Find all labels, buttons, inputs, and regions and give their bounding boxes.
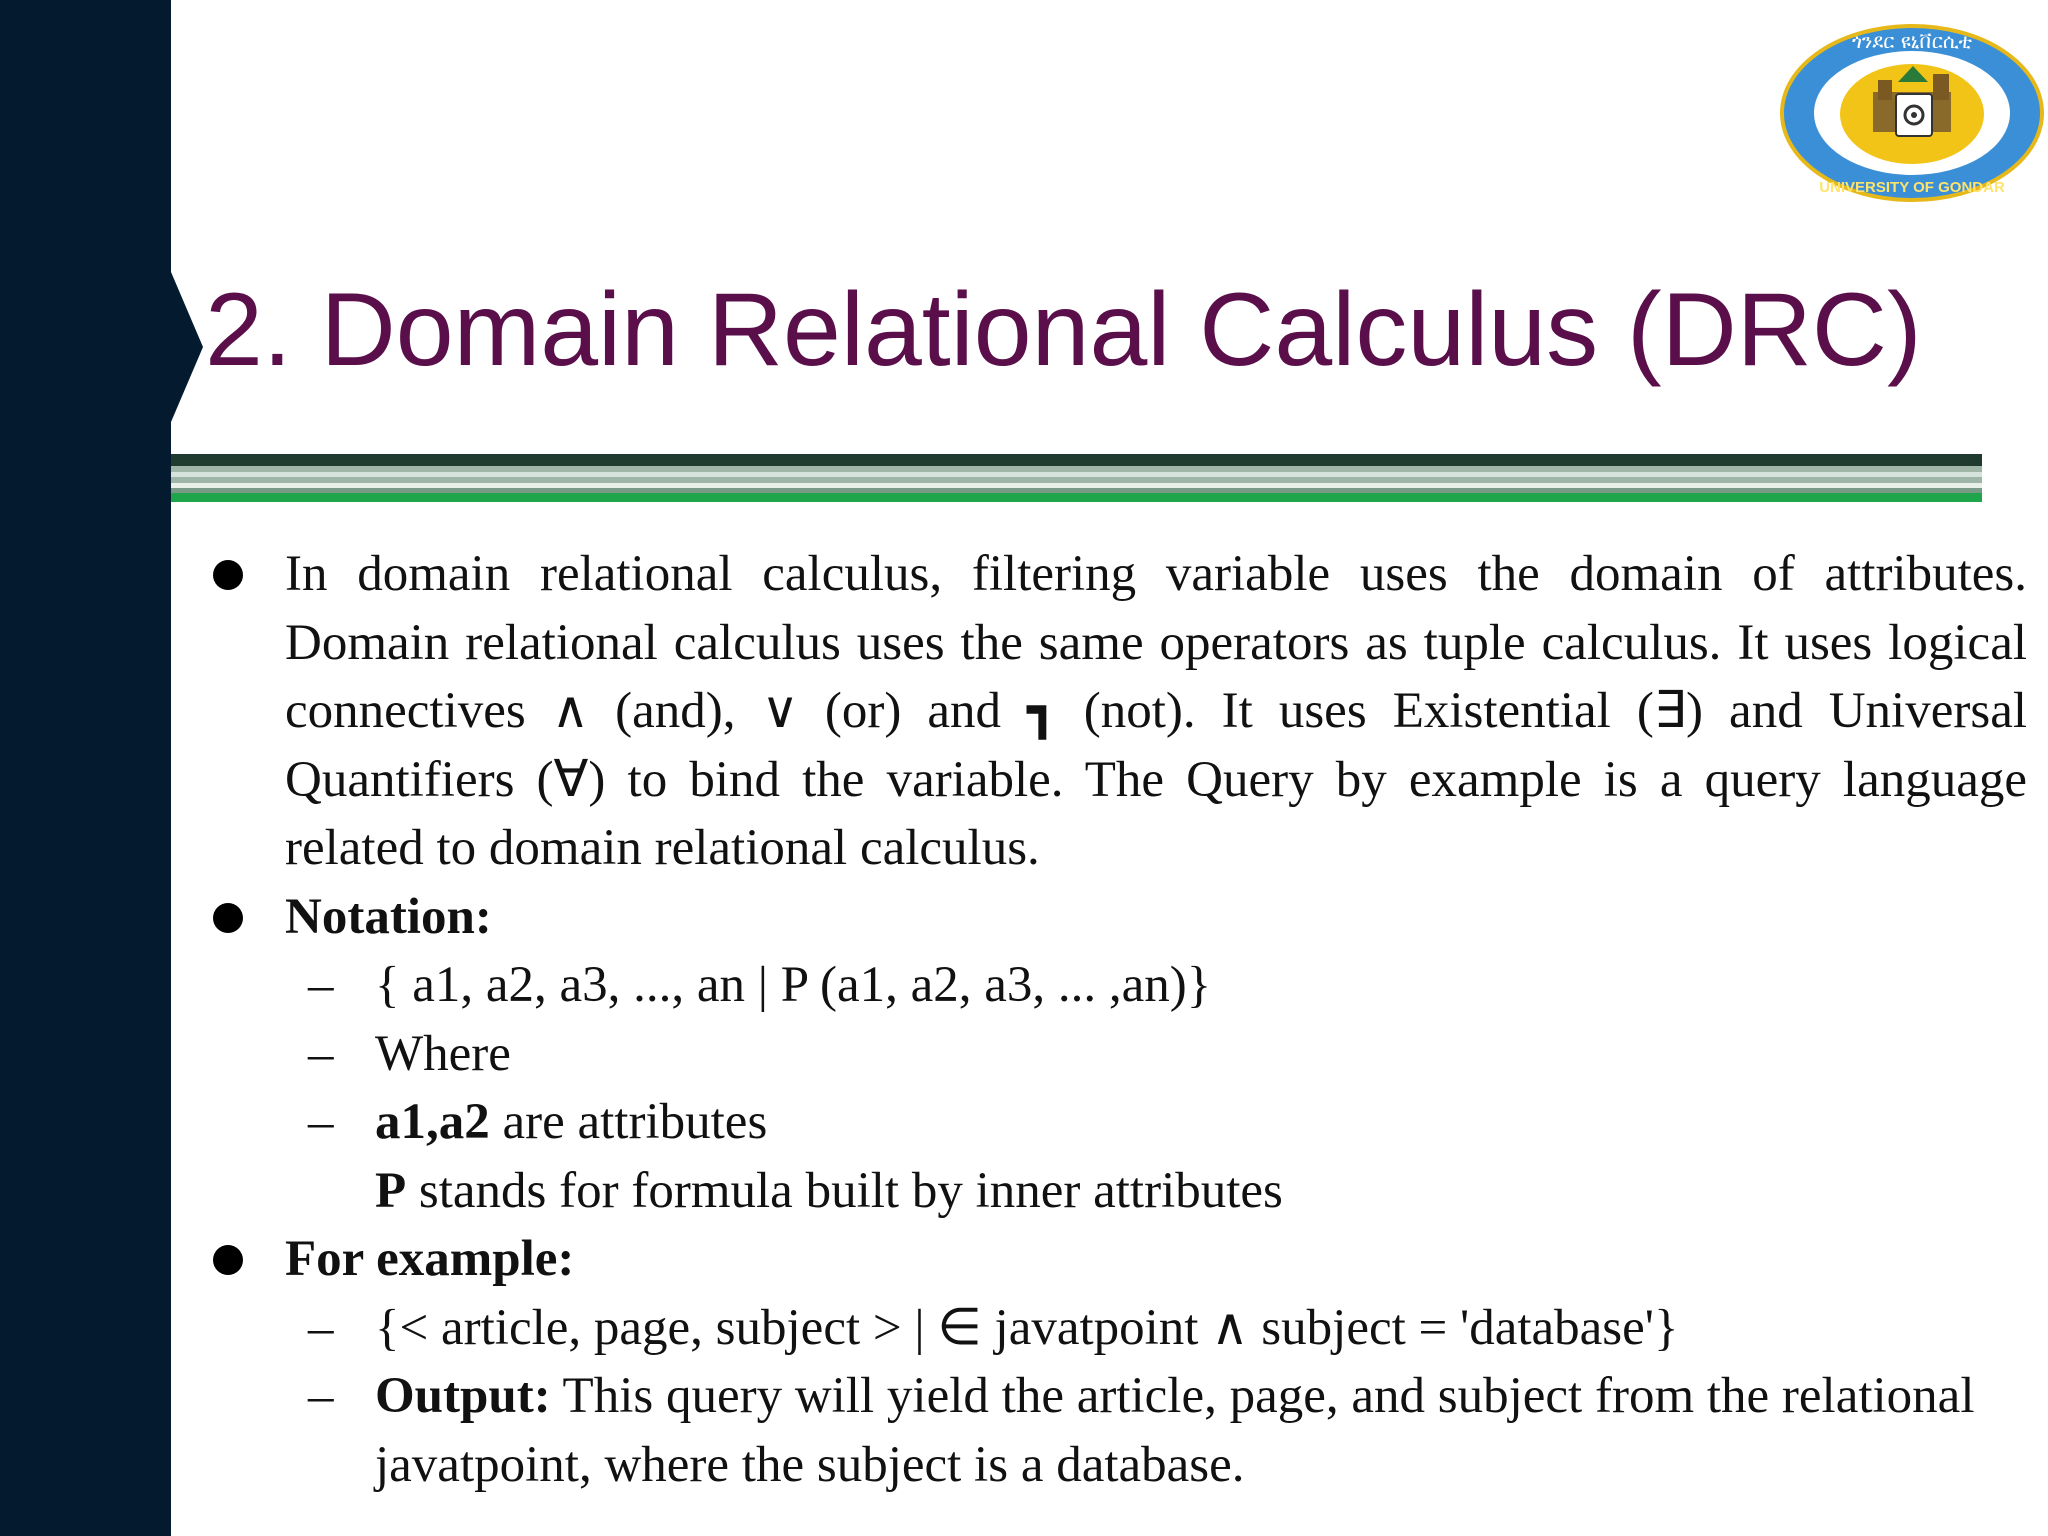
example-output-label: Output: [375, 1368, 551, 1424]
notation-item [205, 1088, 2027, 1157]
example-item [205, 1294, 2027, 1363]
dash: – [308, 957, 334, 1013]
notation-p-text: stands for formula built by inner attributes [406, 1162, 1283, 1219]
bullet-dot [213, 560, 243, 590]
dash: – [308, 1025, 334, 1082]
example-item [205, 1362, 2027, 1499]
notation-where: Where [375, 1025, 511, 1082]
bullet-intro [205, 540, 2027, 883]
bullet-dot [213, 1245, 243, 1275]
notation-formula: { a1, a2, a3, ..., an | P (a1, a2, a3, ... ,an)} [375, 957, 1212, 1013]
dash: – [308, 1368, 334, 1424]
slide-title: 2. Domain Relational Calculus (DRC) [205, 272, 1922, 388]
slide-body [205, 540, 2027, 1499]
sidebar-notch [171, 272, 203, 422]
bullet-dot [213, 903, 243, 933]
notation-p-term: P [375, 1162, 407, 1219]
notation-attr-term: a1,a2 [375, 1094, 490, 1150]
example-heading: For example: [285, 1231, 575, 1287]
university-logo [1778, 22, 2046, 204]
example-query: {< article, page, subject > | ∈ javatpoint ∧ subject = 'database'} [375, 1299, 1679, 1356]
logo-bottom-text: UNIVERSITY OF GONDAR [1819, 179, 2005, 196]
bullet-notation [205, 883, 2027, 952]
intro-paragraph: In domain relational calculus, filtering variable uses the domain of attributes. Domain relational calculus uses the same operators as tuple calculus. It uses logical connectives ∧ (and), ∨ (or) and ┓ (not). It uses Existential (∃) and Universal Quantifiers (∀) to bind the variable. The Query by example is a query language related to domain relational calculus. [285, 546, 2027, 876]
logo-top-text: ጎንደር ዩኒቨርሲቲ [1851, 29, 1973, 53]
notation-item [205, 1157, 2027, 1226]
example-output-text: This query will yield the article, page, and subject from the relational javatpoint, where the subject is a database. [375, 1368, 1975, 1493]
notation-attr-text: are attributes [489, 1094, 768, 1150]
dash: – [308, 1094, 334, 1150]
dash: – [308, 1299, 334, 1356]
notation-heading: Notation: [285, 888, 492, 945]
bullet-example [205, 1225, 2027, 1294]
title-divider [171, 454, 1982, 504]
sidebar-panel [0, 0, 171, 1536]
notation-item [205, 951, 2027, 1020]
notation-item [205, 1020, 2027, 1089]
